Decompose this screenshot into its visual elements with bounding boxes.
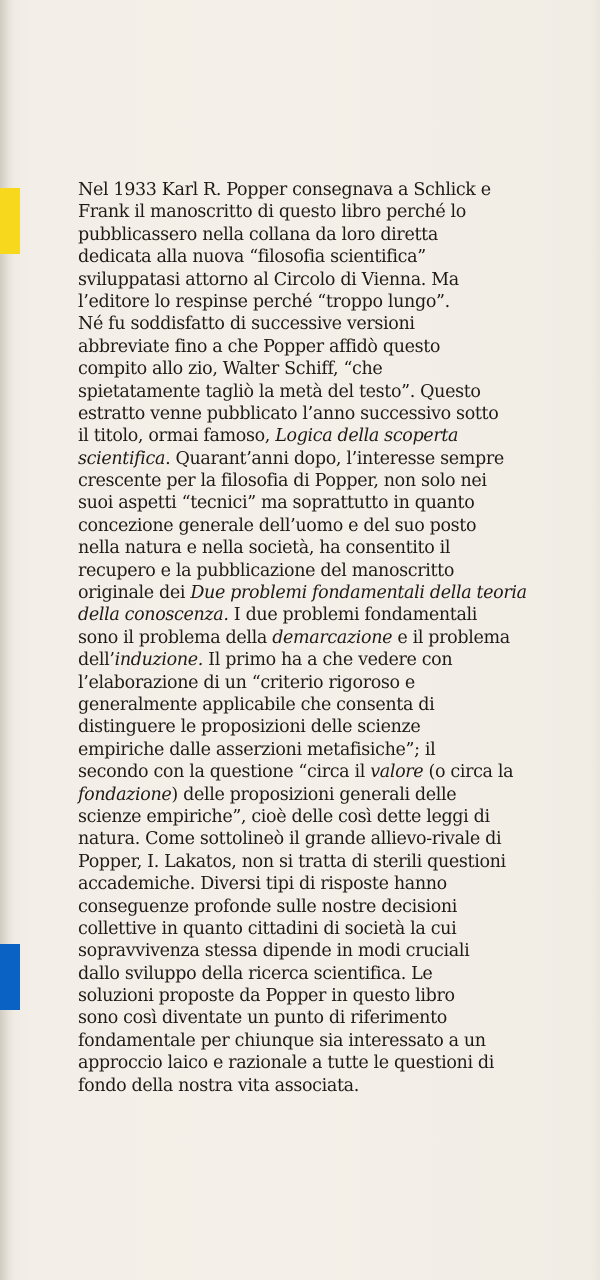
- text-run: generalmente applicabile che consenta di: [78, 694, 435, 715]
- text-run: pubblicassero nella collana da loro diretta: [78, 224, 438, 245]
- text-run: Popper, I. Lakatos, non si tratta di sterili questioni: [78, 851, 506, 872]
- italic-title-run: Logica della scoperta: [275, 426, 459, 447]
- text-run: fondo della nostra vita associata.: [78, 1075, 359, 1096]
- text-line: [78, 694, 548, 716]
- text-line: [78, 873, 548, 895]
- text-line: [78, 470, 548, 492]
- text-run: accademiche. Diversi tipi di risposte hanno: [78, 874, 447, 895]
- text-line: [78, 806, 548, 828]
- text-line: [78, 515, 548, 537]
- text-line: [78, 336, 548, 358]
- text-line: [78, 313, 548, 335]
- text-run: Frank il manoscritto di questo libro perché lo: [78, 202, 466, 223]
- text-run: concezione generale dell’uomo e del suo posto: [78, 515, 477, 536]
- text-line: [78, 828, 548, 850]
- text-line: [78, 604, 548, 626]
- text-run: Il primo ha a che vedere con: [202, 650, 453, 671]
- text-line: [78, 224, 548, 246]
- text-run: approccio laico e razionale a tutte le questioni di: [78, 1053, 495, 1074]
- text-line: [78, 761, 548, 783]
- text-run: l’elaborazione di un “criterio rigoroso e: [78, 672, 415, 693]
- text-line: [78, 672, 548, 694]
- text-line: [78, 560, 548, 582]
- text-run: (o circa la: [423, 762, 514, 783]
- text-run: il titolo, ormai famoso,: [78, 426, 276, 447]
- text-line: [78, 739, 548, 761]
- text-line: [78, 582, 548, 604]
- text-run: originale dei: [78, 583, 191, 604]
- yellow-color-tab: [0, 188, 20, 254]
- italic-title-run: valore: [370, 762, 424, 783]
- text-line: [78, 716, 548, 738]
- text-run: empiriche dalle asserzioni metafisiche”; il: [78, 739, 436, 760]
- text-line: [78, 269, 548, 291]
- text-run: dallo sviluppo della ricerca scientifica. Le: [78, 963, 433, 984]
- text-line: [78, 851, 548, 873]
- italic-title-run: scientifica: [78, 448, 166, 469]
- text-run: sopravvivenza stessa dipende in modi cruciali: [78, 941, 470, 962]
- text-run: dedicata alla nuova “filosofia scientifica”: [78, 247, 426, 268]
- text-run: natura. Come sottolineò il grande allievo-rivale di: [78, 829, 502, 850]
- text-run: e il problema: [392, 627, 510, 648]
- text-line: [78, 448, 548, 470]
- text-run: dell’: [78, 650, 115, 671]
- text-line: [78, 1075, 548, 1097]
- text-line: [78, 291, 548, 313]
- text-line: [78, 985, 548, 1007]
- text-line: [78, 403, 548, 425]
- text-run: abbreviate fino a che Popper affidò questo: [78, 336, 441, 357]
- text-run: Né fu soddisfatto di successive versioni: [78, 314, 415, 335]
- blue-color-tab: [0, 944, 20, 1010]
- text-line: [78, 1030, 548, 1052]
- text-run: l’editore lo respinse perché “troppo lungo”.: [78, 291, 450, 312]
- text-line: [78, 246, 548, 268]
- italic-title-run: della conoscenza.: [78, 605, 229, 626]
- text-run: sono così diventate un punto di riferimento: [78, 1008, 447, 1029]
- text-line: [78, 784, 548, 806]
- text-run: ) delle proposizioni generali delle: [171, 784, 457, 805]
- text-line: [78, 649, 548, 671]
- italic-title-run: induzione.: [114, 650, 203, 671]
- text-run: I due problemi fondamentali: [228, 605, 478, 626]
- text-line: [78, 358, 548, 380]
- text-run: suoi aspetti “tecnici” ma soprattutto in quanto: [78, 493, 475, 514]
- text-run: crescente per la filosofia di Popper, non solo nei: [78, 471, 487, 492]
- text-run: compito allo zio, Walter Schiff, “che: [78, 359, 383, 380]
- text-run: sviluppatasi attorno al Circolo di Vienna. Ma: [78, 269, 459, 290]
- text-line: [78, 492, 548, 514]
- italic-title-run: fondazione: [78, 784, 172, 805]
- text-line: [78, 627, 548, 649]
- text-line: [78, 537, 548, 559]
- italic-title-run: Due problemi fondamentali della teoria: [190, 583, 527, 604]
- text-run: soluzioni proposte da Popper in questo libro: [78, 986, 455, 1007]
- text-run: distinguere le proposizioni delle scienze: [78, 717, 421, 738]
- text-run: . Quarant’anni dopo, l’interesse sempre: [165, 448, 504, 469]
- text-run: collettive in quanto cittadini di società la cui: [78, 918, 457, 939]
- text-run: sono il problema della: [78, 627, 273, 648]
- text-run: secondo con la questione “circa il: [78, 762, 371, 783]
- text-line: [78, 896, 548, 918]
- text-line: [78, 201, 548, 223]
- text-line: [78, 918, 548, 940]
- text-line: [78, 963, 548, 985]
- text-run: estratto venne pubblicato l’anno successivo sotto: [78, 403, 499, 424]
- text-line: [78, 1052, 548, 1074]
- text-line: [78, 1007, 548, 1029]
- text-line: [78, 381, 548, 403]
- text-line: [78, 940, 548, 962]
- italic-title-run: demarcazione: [272, 627, 393, 648]
- text-run: nella natura e nella società, ha consentito il: [78, 538, 451, 559]
- text-run: scienze empiriche”, cioè delle così dette leggi di: [78, 806, 490, 827]
- text-run: conseguenze profonde sulle nostre decisioni: [78, 896, 458, 917]
- flap-body-text: [78, 179, 548, 1097]
- text-run: Nel 1933 Karl R. Popper consegnava a Schlick e: [78, 180, 491, 200]
- text-line: [78, 179, 548, 201]
- text-line: [78, 425, 548, 447]
- text-run: spietatamente tagliò la metà del testo”. Questo: [78, 381, 481, 402]
- text-run: fondamentale per chiunque sia interessato a un: [78, 1030, 486, 1051]
- text-run: recupero e la pubblicazione del manoscritto: [78, 560, 455, 581]
